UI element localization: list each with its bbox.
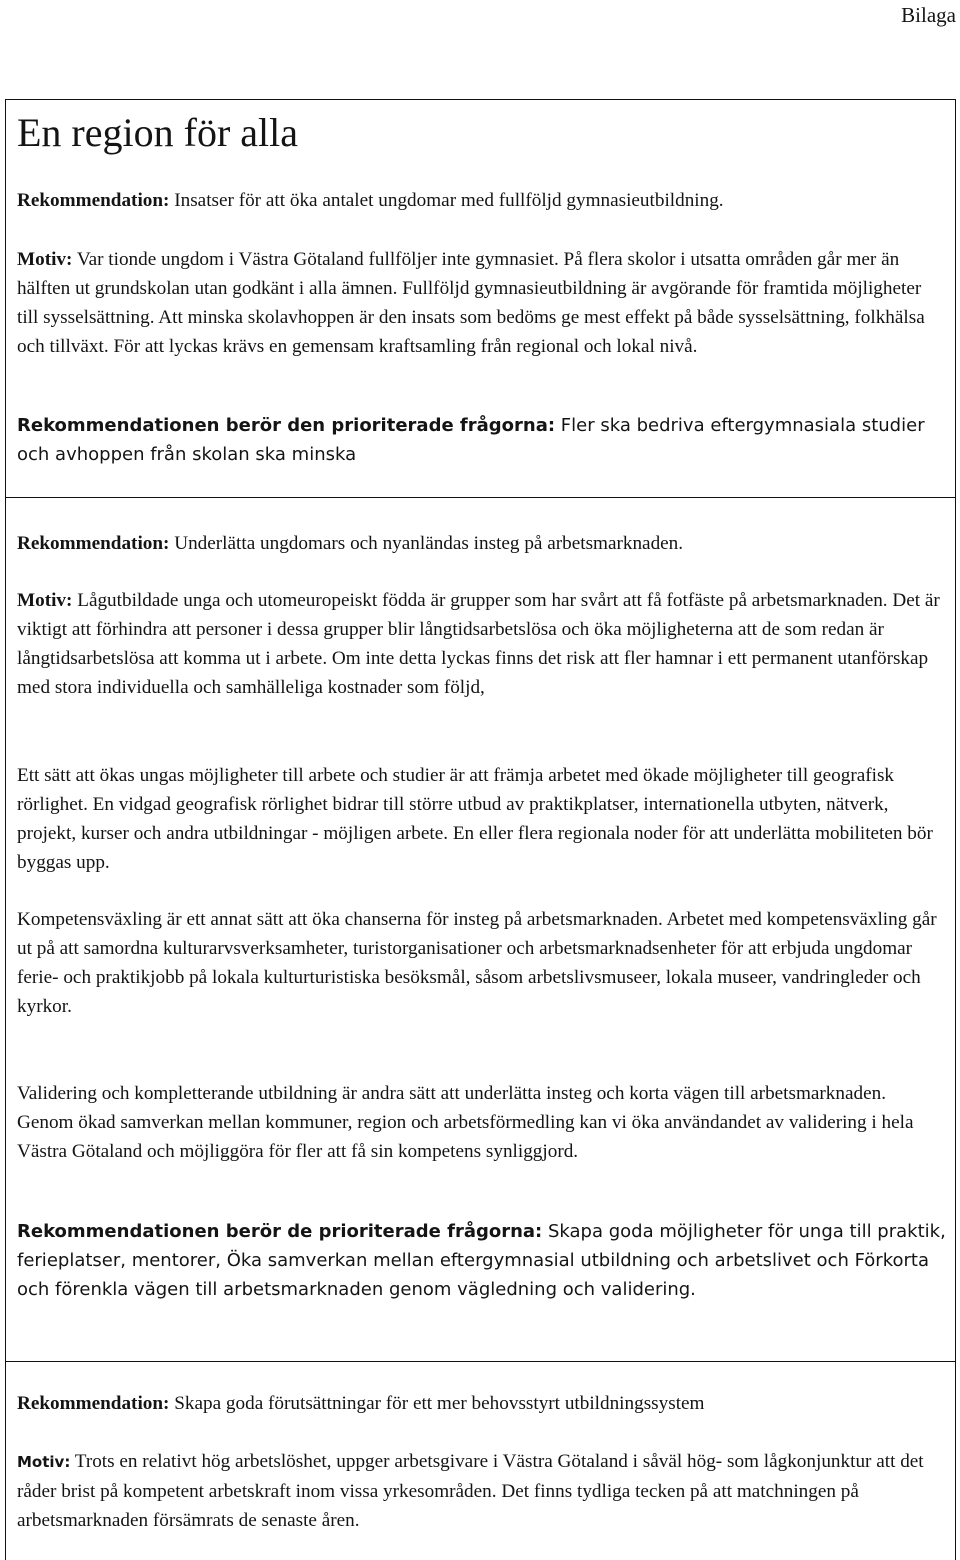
section3-motiv	[17, 1447, 947, 1535]
section2-priority	[17, 1217, 947, 1304]
document-title: En region för alla	[17, 110, 298, 155]
section2-paragraph-validation: Validering och kompletterande utbildning är andra sätt att underlätta insteg och korta vägen till arbetsmarknaden. Genom ökad samverkan mellan kommuner, region och arbetsförmedling kan vi öka användandet av validering i hela Västra Götaland och möjliggöra för fler att få sin kompetens synliggjord.	[17, 1083, 914, 1162]
section3-recommendation	[17, 1389, 947, 1418]
section1-rec-text: Insatser för att öka antalet ungdomar med fullföljd gymnasieutbildning.	[169, 190, 724, 211]
section3-rec-label: Rekommendation:	[17, 1393, 170, 1414]
section1-prio-label: Rekommendationen berör den prioriterade frågorna:	[17, 415, 556, 436]
section3-motiv-text: Trots en relativt hög arbetslöshet, uppger arbetsgivare i Västra Götaland i såväl hög- som lågkonjunktur att det råder brist på kompetent arbetskraft inom vissa yrkesområden. Det finns tydliga tecken på att matchningen på arbetsmarknaden försämrats de senaste åren.	[17, 1451, 924, 1531]
section1-recommendation	[17, 186, 947, 215]
section2-motiv	[17, 586, 947, 702]
section1-rec-label: Rekommendation:	[17, 190, 170, 211]
section2-motiv-text: Lågutbildade unga och utomeuropeiskt födda är grupper som har svårt att få fotfäste på arbetsmarknaden. Det är viktigt att förhindra att personer i dessa grupper blir långtidsarbetslösa och öka möjligheterna att de som redan är långtidsarbetslösa att komma ut i arbete. Om inte detta lyckas finns det risk att fler hamnar i ett permanent utanförskap med stora individuella och samhälleliga kostnader som följd,	[17, 590, 940, 698]
section3-motiv-label: Motiv:	[17, 1453, 71, 1471]
section2-prio-label: Rekommendationen berör de prioriterade frågorna:	[17, 1221, 543, 1242]
section2-motiv-label: Motiv:	[17, 590, 73, 611]
section2-paragraph-mobility: Ett sätt att ökas ungas möjligheter till arbete och studier är att främja arbetet med ökade möjligheter till geografisk rörlighet. En vidgad geografisk rörlighet bidrar till större utbud av praktikplatser, internationella utbyten, nätverk, projekt, kurser och andra utbildningar - möjligen arbete. En eller flera regionala noder för att underlätta mobiliteten bör byggas upp.	[17, 765, 933, 873]
section3-rec-text: Skapa goda förutsättningar för ett mer behovsstyrt utbildningssystem	[169, 1393, 705, 1414]
section1-motiv	[17, 245, 947, 361]
document-frame	[5, 99, 956, 1560]
section1-motiv-label: Motiv:	[17, 249, 73, 270]
section-divider	[6, 497, 955, 498]
section2-prio-text: Skapa goda möjligheter för unga till praktik, ferieplatser, mentorer, Öka samverkan mellan eftergymnasial utbildning och arbetslivet och Förkorta och förenkla vägen till arbetsmarknaden genom vägledning och validering.	[17, 1221, 946, 1300]
section1-priority	[17, 411, 947, 469]
section1-motiv-text: Var tionde ungdom i Västra Götaland fullföljer inte gymnasiet. På flera skolor i utsatta områden går mer än hälften ut grundskolan utan godkänt i alla ämnen. Fullföljd gymnasieutbildning är avgörande för framtida möjligheter till sysselsättning. Att minska skolavhoppen är den insats som bedöms ge mest effekt på både sysselsättning, folkhälsa och tillväxt. För att lyckas krävs en gemensam kraftsamling från regional och lokal nivå.	[17, 249, 925, 357]
section2-recommendation	[17, 529, 947, 558]
section2-rec-label: Rekommendation:	[17, 533, 170, 554]
section2-paragraph-competence: Kompetensväxling är ett annat sätt att öka chanserna för insteg på arbetsmarknaden. Arbetet med kompetensväxling går ut på att samordna kulturarvsverksamheter, turistorganisationer och arbetsmarknadsenheter för att erbjuda ungdomar ferie- och praktikjobb på lokala kulturturistiska besöksmål, såsom arbetslivsmuseer, lokala museer, vandringleder och kyrkor.	[17, 909, 937, 1017]
section1-prio-text: Fler ska bedriva eftergymnasiala studier och avhoppen från skolan ska minska	[17, 415, 925, 465]
section-divider	[6, 1361, 955, 1362]
section2-rec-text: Underlätta ungdomars och nyanländas insteg på arbetsmarknaden.	[169, 533, 684, 554]
attachment-label: Bilaga	[901, 3, 956, 27]
